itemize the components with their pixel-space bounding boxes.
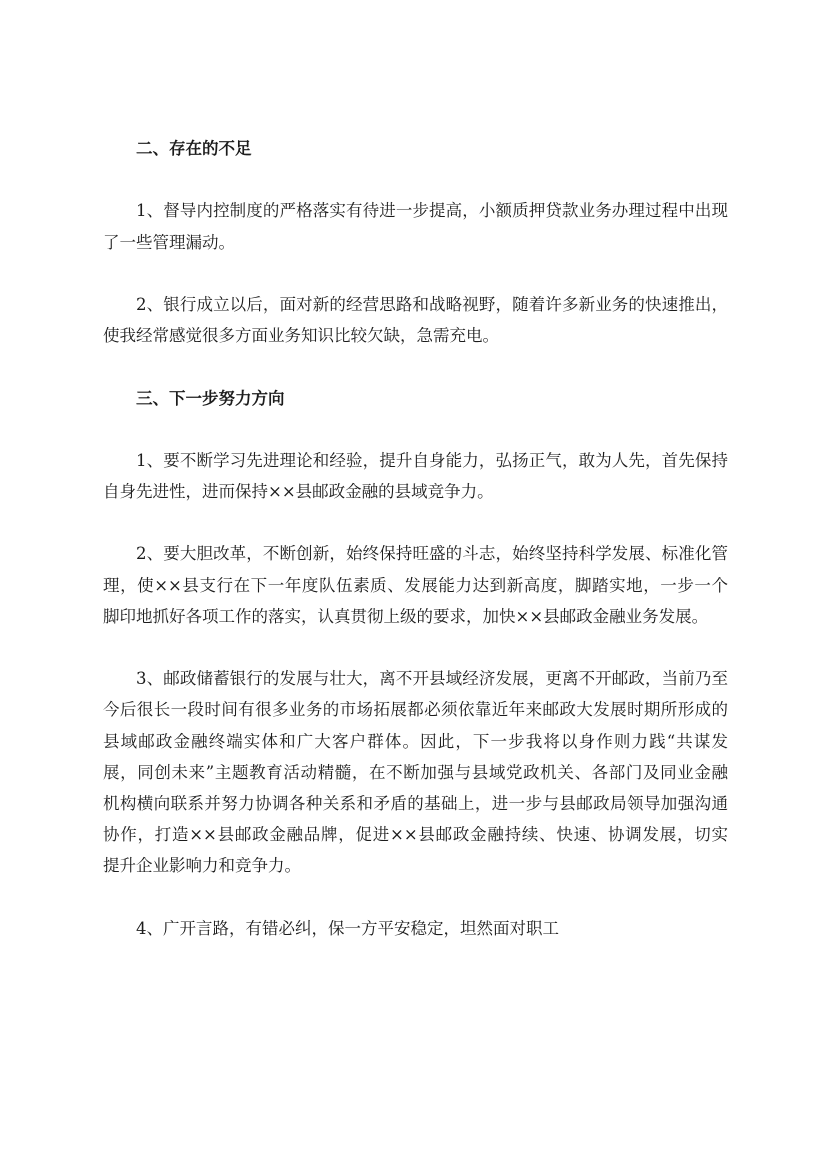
next-step-item-3 [103, 663, 728, 881]
next-step-item-2 [103, 538, 728, 632]
section-deficiencies-heading [103, 133, 728, 164]
next-step-item-1 [103, 445, 728, 507]
paragraph-line: 机构横向联系并努力协调各种关系和矛盾的基础上，进一步与县邮政局领导加强沟通 [103, 793, 728, 813]
paragraph-line: 脚印地抓好各项工作的落实，认真贯彻上级的要求，加快××县邮政金融业务发展。 [103, 606, 709, 626]
paragraph-line: 县域邮政金融终端实体和广大客户群体。因此，下一步我将以身作则力践“共谋发 [103, 731, 728, 751]
next-step-item-4 [103, 913, 728, 944]
paragraph-line: 1、督导内控制度的严格落实有待进一步提高，小额质押贷款业务办理过程中出现 [136, 201, 728, 221]
paragraph-line: 3、邮政储蓄银行的发展与壮大，离不开县域经济发展，更离不开邮政，当前乃至 [136, 669, 728, 689]
section-next-steps-heading [103, 383, 728, 414]
paragraph-line: 今后很长一段时间有很多业务的市场拓展都必须依靠近年来邮政大发展时期所形成的 [103, 700, 728, 720]
paragraph-line: 提升企业影响力和竞争力。 [103, 856, 301, 876]
deficiency-item-1 [103, 195, 728, 257]
document-page [103, 133, 728, 975]
paragraph-line: 1、要不断学习先进理论和经验，提升自身能力，弘扬正气，敢为人先，首先保持 [136, 450, 728, 470]
paragraph-line: 自身先进性，进而保持××县邮政金融的县域竞争力。 [103, 482, 494, 502]
paragraph-line: 展，同创未来”主题教育活动精髓，在不断加强与县域党政机关、各部门及同业金融 [103, 762, 728, 782]
paragraph-line: 4、广开言路，有错必纠，保一方平安稳定，坦然面对职工 [136, 918, 559, 938]
paragraph-line: 理，使××县支行在下一年度队伍素质、发展能力达到新高度，脚踏实地，一步一个 [103, 575, 728, 595]
deficiency-item-2 [103, 289, 728, 351]
paragraph-line: 了一些管理漏动。 [103, 232, 235, 252]
section-heading: 二、存在的不足 [136, 139, 252, 158]
section-heading: 三、下一步努力方向 [136, 388, 285, 408]
paragraph-line: 2、银行成立以后，面对新的经营思路和战略视野，随着许多新业务的快速推出， [136, 294, 728, 314]
paragraph-line: 协作，打造××县邮政金融品牌，促进××县邮政金融持续、快速、协调发展，切实 [103, 825, 728, 845]
paragraph-line: 使我经常感觉很多方面业务知识比较欠缺，急需充电。 [103, 326, 499, 346]
paragraph-line: 2、要大胆改革，不断创新，始终保持旺盛的斗志，始终坚持科学发展、标准化管 [136, 544, 728, 564]
